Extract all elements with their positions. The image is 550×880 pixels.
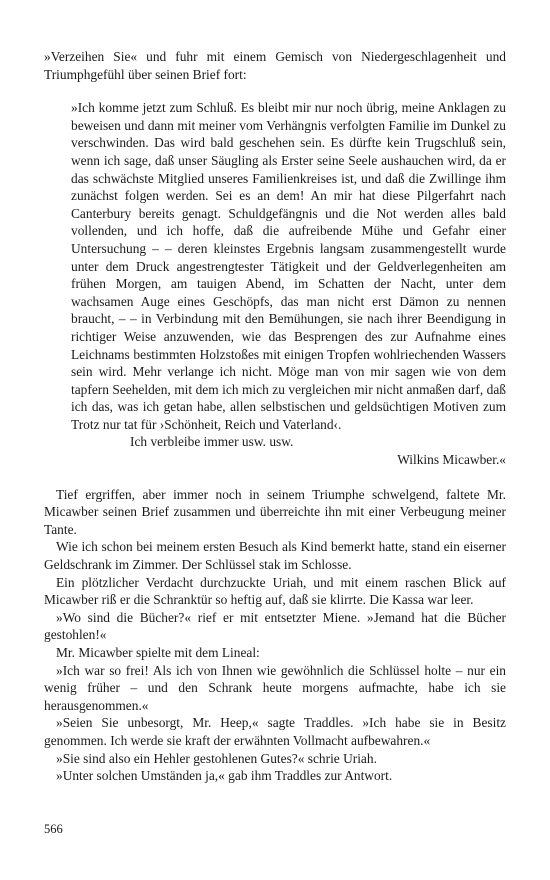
section-gap: [44, 469, 506, 486]
paragraph: »Ich war so frei! Als ich von Ihnen wie gewöhnlich die Schlüssel holte – nur ein wenig früher – und den Schrank heute morgens aufmachte, habe ich sie herausgenommen.«: [44, 662, 506, 713]
paragraph: Wie ich schon bei meinem ersten Besuch als Kind bemerkt hatte, stand ein eiserner Geldschrank im Zimmer. Der Schlüssel stak im Schlosse.: [44, 539, 506, 573]
paragraph: Tief ergriffen, aber immer noch in seinem Triumphe schwelgend, faltete Mr. Micawber seinen Brief zusammen und überreichte ihn mit einer Verbeugung meiner Tante.: [44, 486, 506, 537]
letter-block: [44, 99, 506, 468]
intro-paragraph: »Verzeihen Sie« und fuhr mit einem Gemisch von Niedergeschlagenheit und Triumphgefühl über seinen Brief fort:: [44, 49, 506, 82]
letter-closing: Ich verbleibe immer usw. usw.: [130, 434, 294, 450]
paragraph: »Wo sind die Bücher?« rief er mit entsetzter Miene. »Jemand hat die Bücher gestohlen!«: [44, 609, 506, 643]
paragraph: Mr. Micawber spielte mit dem Lineal:: [56, 645, 260, 660]
page-number: 566: [44, 822, 63, 836]
paragraph: »Sie sind also ein Hehler gestohlenen Gutes?« schrie Uriah.: [56, 750, 377, 766]
paragraph: Ein plötzlicher Verdacht durchzuckte Uriah, und mit einem raschen Blick auf Micawber riß er die Schranktür so heftig auf, daß sie klirrte. Die Kassa war leer.: [44, 574, 506, 608]
letter-signature: Wilkins Micawber.«: [397, 452, 506, 468]
paragraph: »Unter solchen Umständen ja,« gab ihm Traddles zur Antwort.: [56, 768, 393, 784]
letter-body: »Ich komme jetzt zum Schluß. Es bleibt mir nur noch übrig, meine Anklagen zu beweisen und dann mit meiner vom Verhängnis verfolgten Familie im Dunkel zu verschwinden. Das wird bald geschehen sein. Es dürfte kein Trugschluß sein, wenn ich sage, daß unser Säugling als Erster seine Seele aushauchen wird, da er das schwächste Mitglied unseres Familienkreises ist, und daß die Zwillinge ihm zunächst folgen werden. Sei es an dem! An mir hat diese Pilgerfahrt nach Canterbury bereits genagt. Schuldgefängnis und die Not werden alles bald vollenden, und ich hoffe, daß die aufreibende Mühe und Gefahr einer Untersuchung – – deren kleinstes Ergebnis langsam zusammengestellt wurde unter dem Druck angestrengtester Tätigkeit und der Geldverlegenheiten am frühen Morgen, am tauigen Abend, im Schatten der Nacht, unter dem wachsamen Auge eines Geschöpfs, das man nicht erst Dämon zu nennen braucht, – – in Verbindung mit den Bemühungen, sie nach ihrer Beendigung in richtiger Weise anzuwenden, wie das Besprengen des zur Aufnahme eines Leichnams bestimmten Holzstoßes mit einigen Tropfen wohlriechenden Wassers sein wird. Mehr verlange ich nicht. Möge man von mir sagen wie von dem tapfern Seehelden, mit dem ich mich zu vergleichen mir nicht anmaßen darf, daß ich das, was ich getan habe, allen selbstischen und geldsüchtigen Motiven zum Trotz nur tat für ›Schönheit, Reich und Vaterland‹.: [71, 100, 506, 432]
page-body: [44, 48, 506, 785]
paragraph: »Seien Sie unbesorgt, Mr. Heep,« sagte Traddles. »Ich habe sie in Besitz genommen. Ich werde sie kraft der erwähnten Vollmacht aufbewahren.«: [44, 715, 506, 748]
